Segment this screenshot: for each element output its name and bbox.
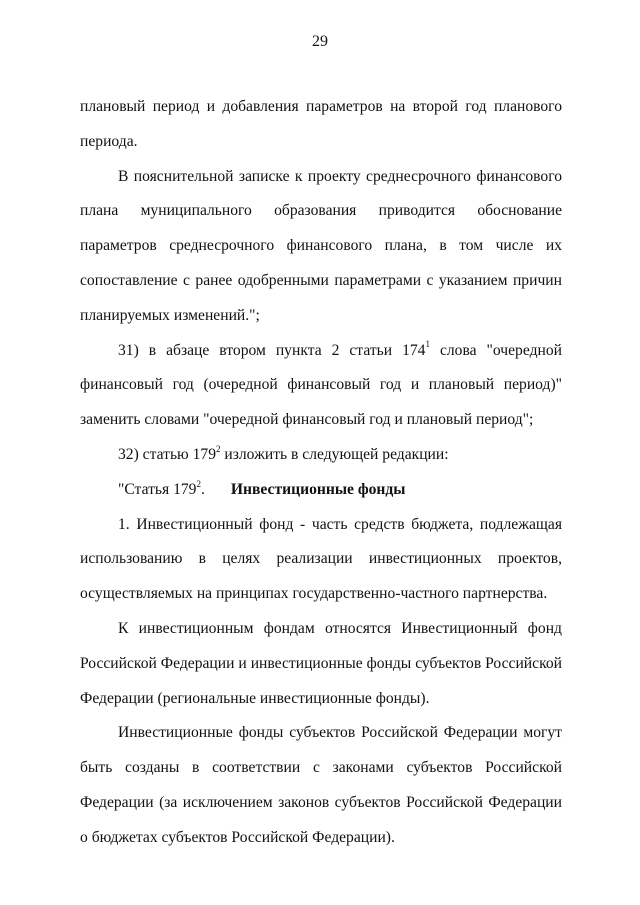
- item-32-text-end: изложить в следующей редакции:: [220, 445, 449, 463]
- paragraph-2: В пояснительной записке к проекту среднесрочного финансового плана муниципального образования приводится обоснование параметров среднесрочного финансового плана, в том числе их сопоставление с ранее одобренными параметрами с указанием причин планируемых изменений.";: [80, 167, 562, 324]
- paragraph-item-31: [80, 334, 562, 438]
- paragraph-1: плановый период и добавления параметров на второй год планового периода.: [80, 98, 562, 150]
- paragraph-5: 1. Инвестиционный фонд - часть средств бюджета, подлежащая использованию в целях реализации инвестиционных проектов, осуществляемых на принципах государственно-частного партнерства.: [80, 515, 562, 603]
- item-32-superscript: 2: [216, 443, 221, 454]
- paragraph-item-32: [80, 438, 562, 473]
- paragraph-6: К инвестиционным фондам относятся Инвестиционный фонд Российской Федерации и инвестиционные фонды субъектов Российской Федерации (региональные инвестиционные фонды).: [80, 619, 562, 707]
- article-number-end: .: [200, 480, 205, 498]
- article-title: Инвестиционные фонды: [230, 480, 406, 498]
- item-31-text-start: 31) в абзаце втором пункта 2 статьи 174: [118, 341, 426, 359]
- article-superscript: 2: [196, 478, 201, 489]
- article-heading: [80, 473, 562, 508]
- item-32-text-start: 32) статью 179: [118, 445, 216, 463]
- article-number-start: "Статья 179: [118, 480, 197, 498]
- item-31-text-end: слова "очередной финансовый год (очередной финансовый год и плановый период)" заменить словами "очередной финансовый год и плановый период";: [80, 341, 562, 429]
- document-body: [80, 90, 562, 856]
- item-31-superscript: 1: [425, 339, 430, 350]
- paragraph-7: Инвестиционные фонды субъектов Российской Федерации могут быть созданы в соответствии с законами субъектов Российской Федерации (за исключением законов субъектов Российской Федерации о бюджетах субъектов Российской Федерации).: [80, 724, 562, 846]
- page-number: 29: [312, 33, 328, 50]
